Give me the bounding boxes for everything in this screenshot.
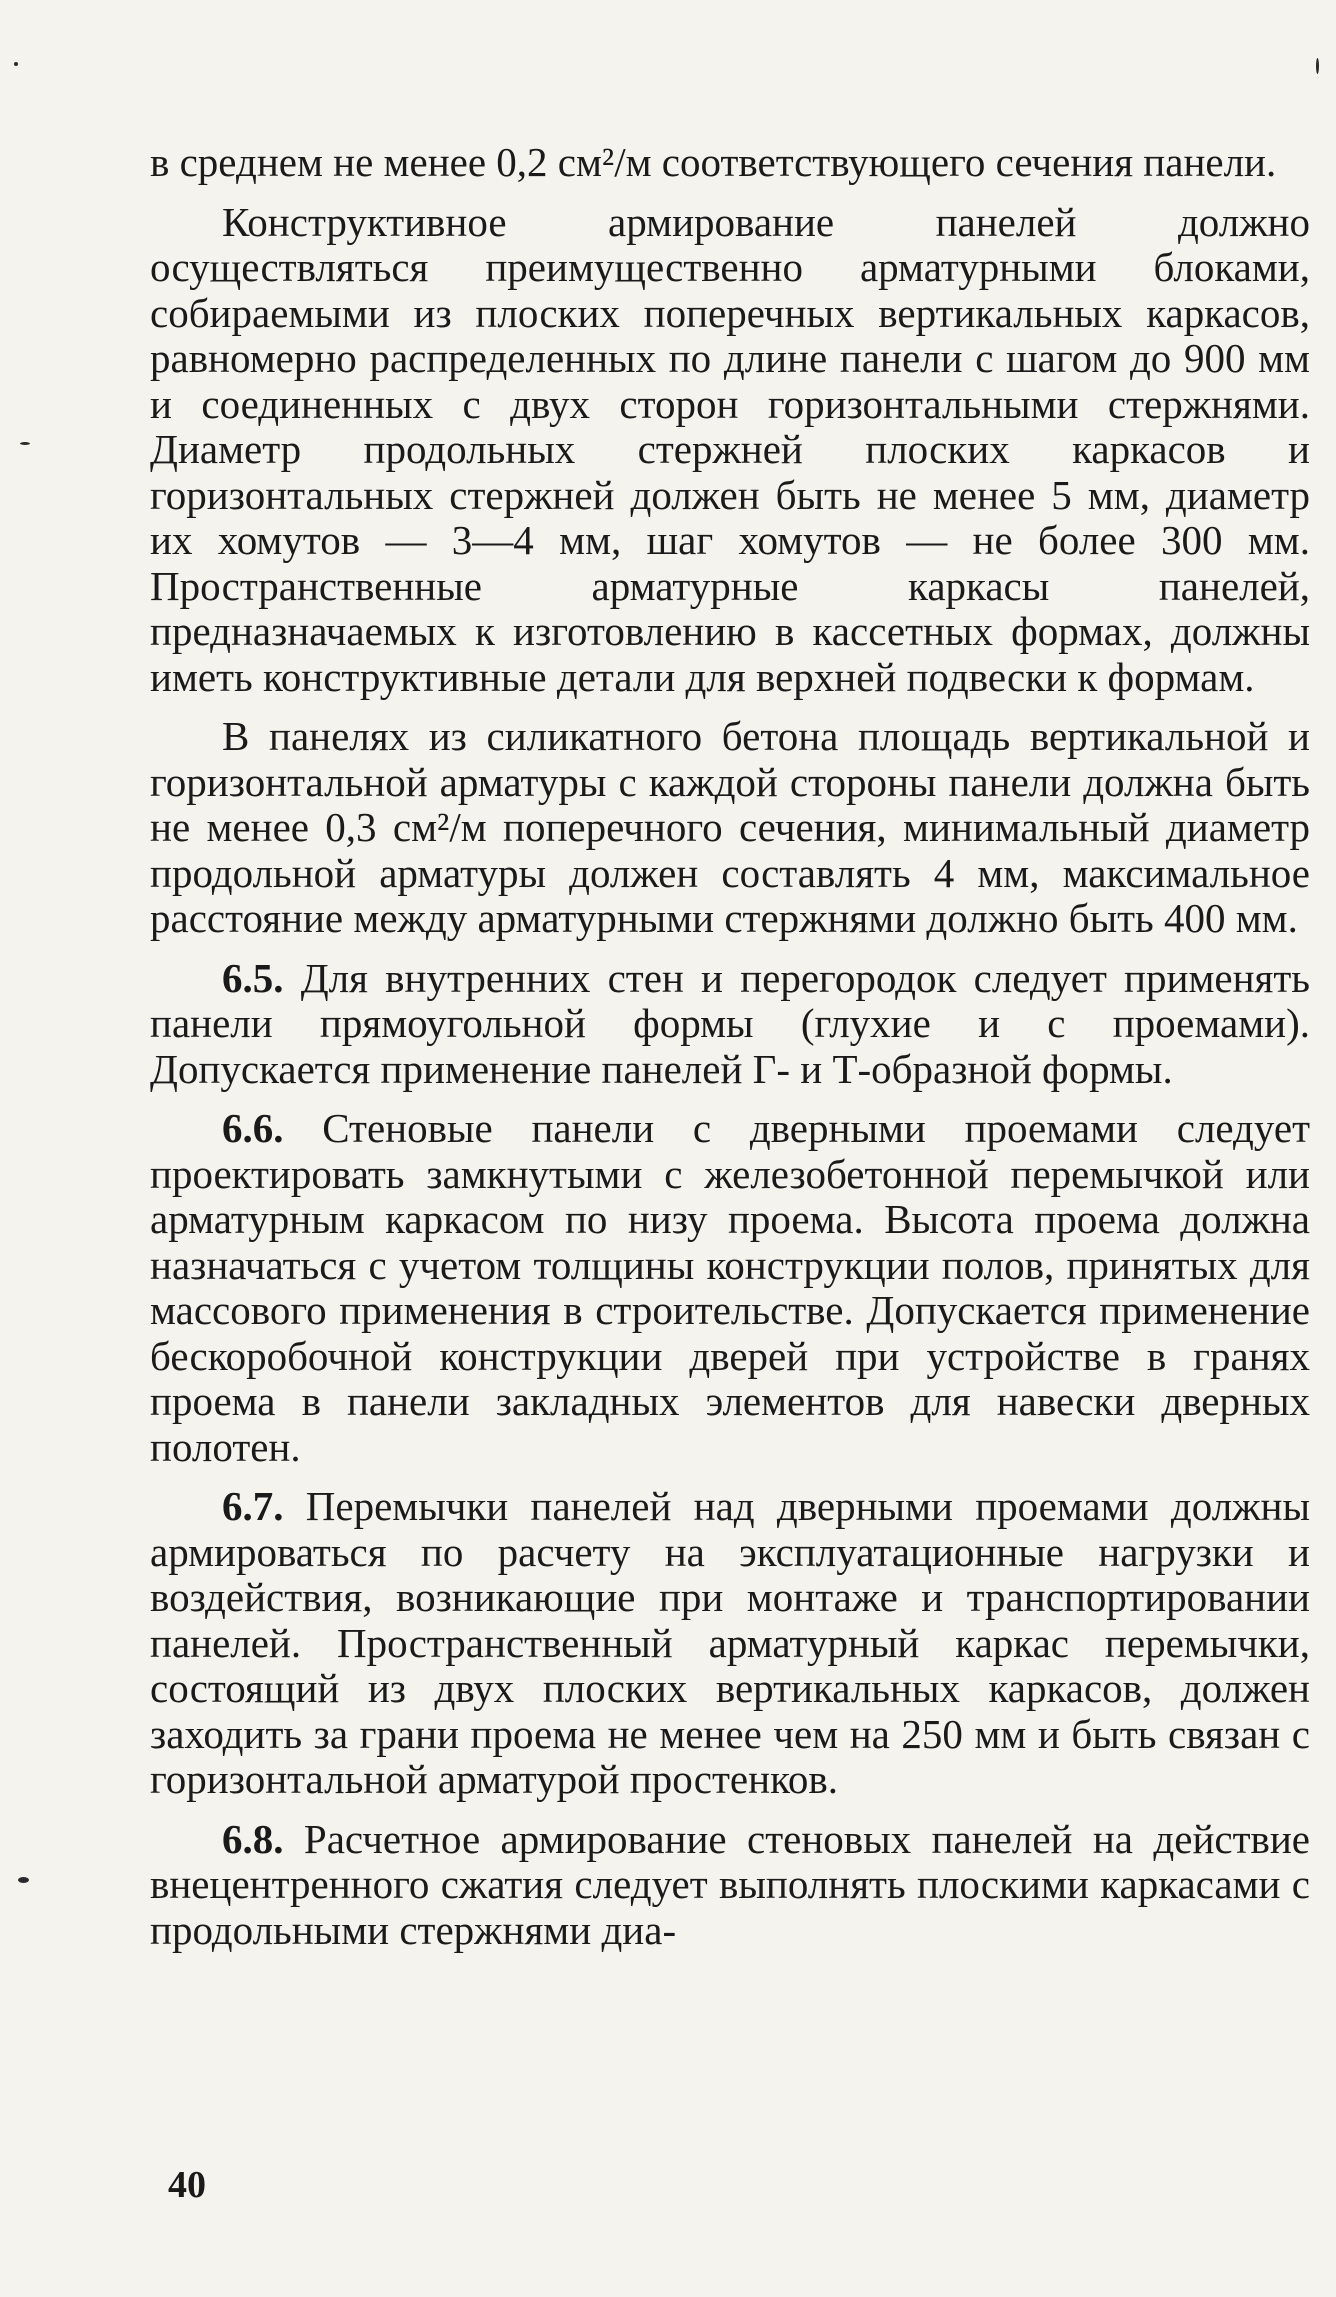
section-number: 6.5. [222,954,284,1001]
page-number: 40 [168,2164,206,2206]
section-6-7 [150,1484,1310,1803]
paragraph-2 [150,714,1310,942]
scan-speck [1316,58,1319,74]
section-number: 6.6. [222,1105,284,1151]
section-number: 6.8. [222,1815,284,1862]
paragraph-0-text: в среднем не менее 0,2 см²/м соответствующего сечения панели. [150,139,1277,185]
section-text: Расчетное армирование стеновых панелей на действие внецентренного сжатия следует выполнять плоскими каркасами с продольными стержнями диа- [150,1815,1311,1953]
section-6-5 [150,956,1310,1093]
paragraph-1-text: Конструктивное армирование панелей должно осуществляться преимущественно арматурными блоками, собираемыми из плоских поперечных вертикальных каркасов, равномерно распределенных по длине панели с шагом до 900 мм и соединенных с двух сторон горизонтальными стержнями. Диаметр продольных стержней плоских каркасов и горизонтальных стержней должен быть не менее 5 мм, диаметр их хомутов — 3—4 мм, шаг хомутов — не более 300 мм. Пространственные арматурные каркасы панелей, предназначаемых к изготовлению в кассетных формах, должны иметь конструктивные детали для верхней подвески к формам. [150,198,1310,700]
section-number: 6.7. [222,1483,284,1529]
section-6-8 [150,1817,1310,1954]
section-text: Стеновые панели с дверными проемами следует проектировать замкнутыми с железобетонной перемычкой или арматурным каркасом по низу проема. Высота проема должна назначаться с учетом толщины конструкции полов, принятых для массового применения в строительстве. Допускается применение бескоробочной конструкции дверей при устройстве в гранях проема в панели закладных элементов для навески дверных полотен. [150,1105,1310,1470]
scan-speck [14,62,18,66]
scan-speck [18,1877,29,1883]
paragraph-0 [150,140,1310,186]
paragraph-2-text: В панелях из силикатного бетона площадь вертикальной и горизонтальной арматуры с каждой стороны панели должна быть не менее 0,3 см²/м поперечного сечения, минимальный диаметр продольной арматуры должен составлять 4 мм, максимальное расстояние между арматурными стержнями должно быть 400 мм. [150,713,1310,941]
section-text: Перемычки панелей над дверными проемами должны армироваться по расчету на эксплуатационные нагрузки и воздействия, возникающие при монтаже и транспортировании панелей. Пространственный арматурный каркас перемычки, состоящий из двух плоских вертикальных каркасов, должен заходить за грани проема не менее чем на 250 мм и быть связан с горизонтальной арматурой простенков. [150,1483,1310,1802]
page-body [150,140,1310,1967]
scan-speck [20,442,30,445]
section-6-6 [150,1106,1310,1470]
paragraph-1 [150,200,1310,701]
section-text: Для внутренних стен и перегородок следует применять панели прямоугольной формы (глухие и с проемами). Допускается применение панелей Г- и Т-образной формы. [150,954,1310,1092]
